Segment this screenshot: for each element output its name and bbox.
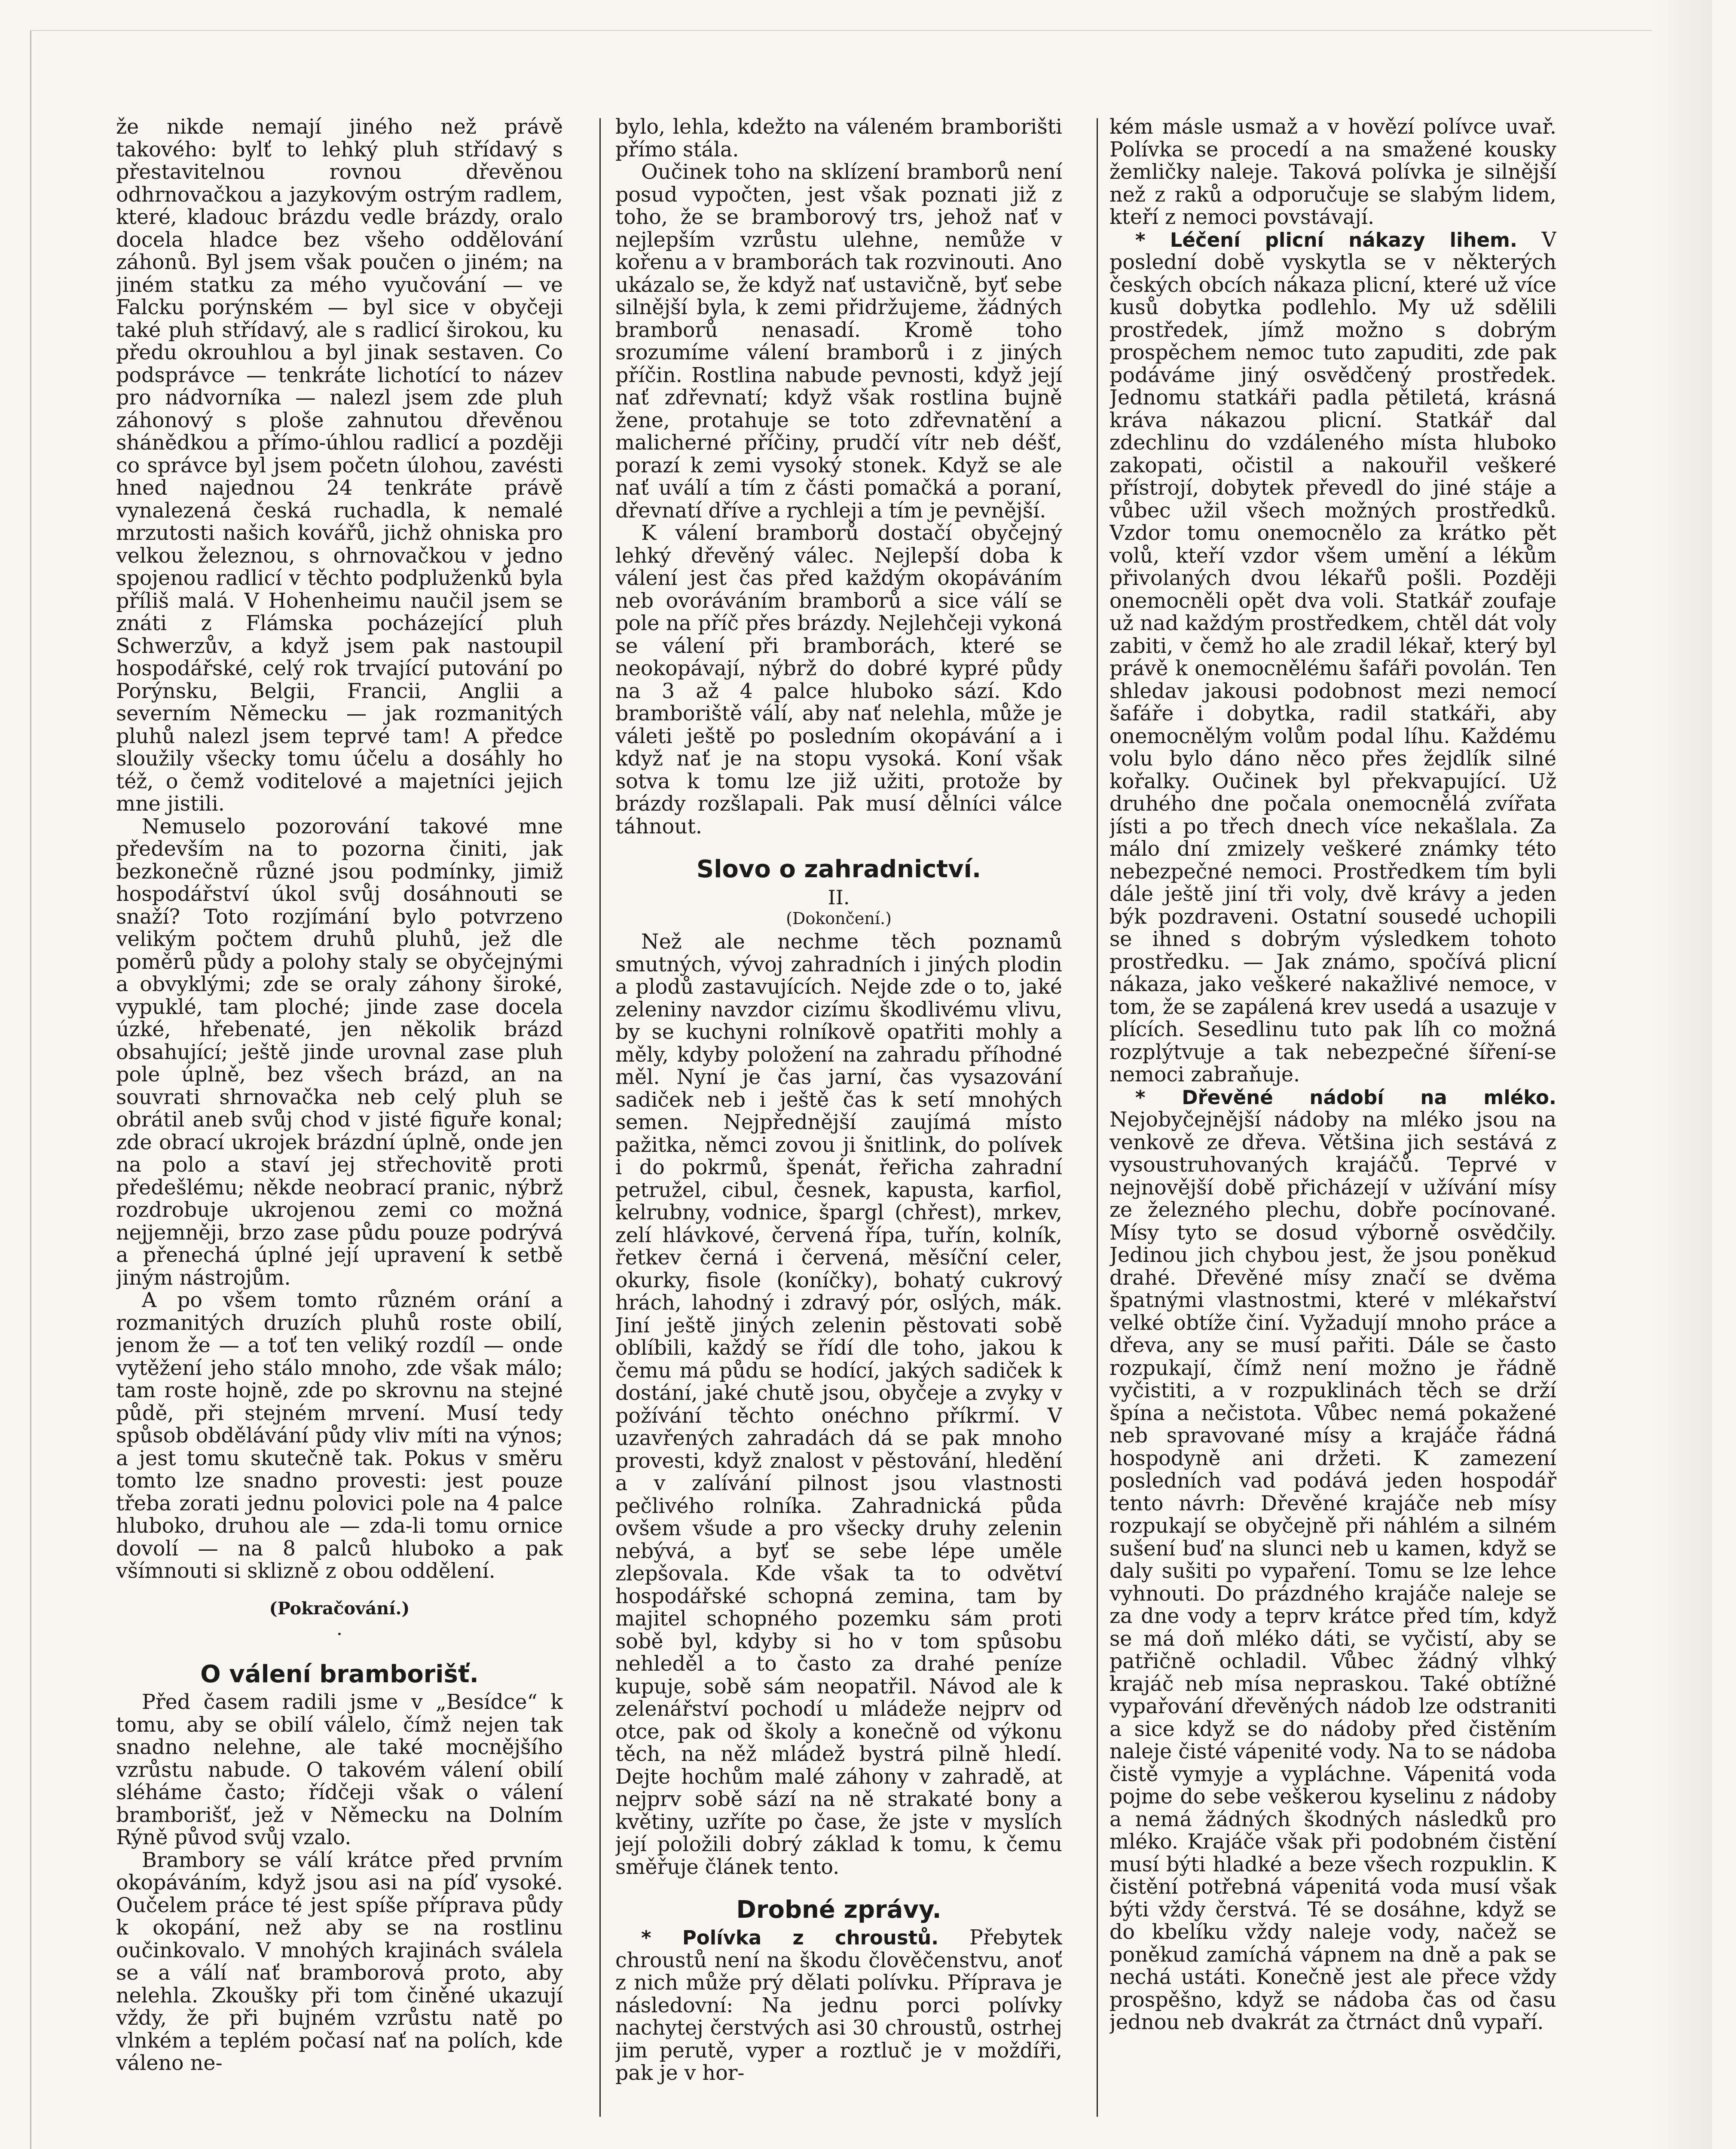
article-valeni-continued-3: K válení bramborů dostačí obyčejný lehký dřevěný válec. Nejlepší doba k válení jest čas před každým okopáváním neb ovoráváním bramborů a sice válí se pole na příč přes brázdy. Nejlehčeji vykoná se válení při bramborách, které se neokopávají, nýbrž do dobré kypré půdy na 3 až 4 palce hluboko sází. Kdo bramboriště válí, aby nať nelehla, může je váleti ještě po posledním okopávání a i když nať je na stopu vysoká. Koní však sotva k tomu lze již užiti, protože by brázdy rozšlapali. Pak musí dělníci válce táhnout. (615, 521, 1062, 839)
article-zahradnictvi-paragraph: Než ale nechme těch poznamů smutných, vývoj zahradních i jiných plodin a plodů zastavujících. Nejde zde o to, jaké zeleniny navzdor cizímu škodlivému vlivu, by se kuchyni rolníkově opatřiti mohly a měly, kdyby položení na zahradu příhodné měl. Nyní je čas jarní, čas vysazování sadiček neb i ještě čas k setí mnohých semen. Nejpřednější zaujímá místo pažitka, němci zovou ji šnitlink, do polívek i do pokrmů, špenát, řeřicha zahradní petružel, cibul, česnek, kapusta, karfiol, kelrubny, vodnice, špargl (chřest), mrkev, zelí hlávkové, červená řípa, tuřín, kolník, řetkev černá i červená, měsíční celer, okurky, fisole (koníčky), bohatý cukrový hrách, lahodný i zdravý pór, oslých, mák. Jiní ještě jiných zelenin pěstovati sobě oblíbili, každý se řídí dle toho, jakou k čemu má půdu se hodící, jakých sadiček k dostání, jaké chutě jsou, obyčeje a zvyky v požívání těchto onéchno příkrmí. V uzavřených zahradách dá se pak mnoho provesti, když znalost v pěstování, hledění a v zalívání pilnost jsou vlastnosti pečlivého rolníka. Zahradnická půda ovšem všude a pro všecky druhy zelenin nebývá, a byť se sebe lépe uměle zlepšovala. Kde však ta to odvětví hospodářské schopná zemina, tam by majitel schopného pozemku sám proti sobě byl, kdyby si ho v tom spůsobu nehleděl a to často za drahé peníze kupuje, sobě sám neopatřil. Návod ale k zelenářství pochodí u mládeže nejprv od otce, pak od školy a konečně od výkonu těch, na něž mládež bystrá pilně hledí. Dejte hochům malé záhony v zahradě, at nejprv sobě sází na ně strakaté bony a květiny, uzříte po čase, že jste v myslích její položili dobrý základ k tomu, k čemu směřuje článek tento. (615, 930, 1062, 1879)
article-title-drobne-zpravy: Drobné zprávy. (736, 1896, 941, 1924)
article-title-valeni: O válení bramborišť. (200, 1660, 479, 1688)
column-2 (615, 116, 1062, 2136)
news-item-2-heading: * Léčení plicní nákazy lihem. (1135, 228, 1518, 251)
article-valeni-paragraph-2: Brambory se válí krátce před prvním okopáváním, když jsou asi na píď vysoké. Oučelem práce té jest spíše příprava půdy k okopání, než aby se na rostlinu oučinkovalo. V mnohých krajinách sválela se a válí nať bramborová proto, aby nelehla. Zkoušky při tom činěné ukazují vždy, že při bujném vzrůstu natě po vlnkém a teplém počasí nať na polích, kde váleno ne- (116, 1848, 563, 2075)
news-item-2-text: V poslední době vyskytla se v některých českých obcích nákaza plicní, které už více kusů dobytka podlehlo. My už sdělili prostředek, jímž možno s dobrým prospěchem nemoc tuto zapuditi, zde pak podáváme jiný osvědčený prostředek. Jednomu statkáři padla pětiletá, krásná kráva nákazou plicní. Statkář dal zdechlinu do vzdáleného místa hluboko zakopati, očistil a nakouřil veškeré přístrojí, dobytek převedl do jiné stáje a vůbec užil všech možných prostředků. Vzdor tomu onemocnělo za krátko pět volů, kteří vzdor všem umění a lékům přivolaných dvou lékařů pošli. Později onemocněli opět dva voli. Statkář zoufaje už nad každým prostředkem, chtěl dát voly zabiti, v čemž ho ale zradil lékař, který byl právě k onemocnělému šafáři povolán. Ten shledav jakousi podobnost mezi nemocí šafáře i dobytka, radil statkáři, aby onemocnělým volům podal líhu. Každému volu bylo dáno něco přes žejdlík silné kořalky. Oučinek byl překvapující. Už druhého dne počala onemocnělá zvířata jísti a po třech dnech více nekašlala. Za málo dní zmizely veškeré známky této nebezpečné nemoci. Prostředkem tím byli dále ještě jiní tři voly, dvě krávy a jeden býk pozdraveni. Ostatní sousedé uchopili se ihned s dobrým výsledkem tohoto prostředku. — Jak známo, spočívá plicní nákaza, jako veškeré nakažlivé nemoce, v tom, že se zapálená krev usedá a usazuje v plících. Sesedlinu tuto pak líh co možná rozplýtvuje a tak nebezpečné šíření-se nemoci zabraňuje. (1109, 228, 1556, 1087)
column-1 (116, 116, 563, 2136)
news-item-3-text: Nejobyčejnější nádoby na mléko jsou na venkově ze dřeva. Většina jich sestává z vysoustruhovaných krajáčů. Teprvé v nejnovější době přicházejí v užívání mísy ze železného plechu, dobře pocínované. Mísy tyto se dosud výborně osvědčily. Jedinou jich chybou jest, že jsou poněkud drahé. Dřevěné mísy značí se dvěma špatnými vlastnostmi, které v mlékařství velké obtíže činí. Vyžadují mnoho práce a dřeva, any se musí pařiti. Dále se často rozpukají, čímž není možno je řádně vyčistiti, a v rozpuklinách těch se drží špína a nečistota. Vůbec nemá pokažené neb spravované mísy a krajáče řádná hospodyně ani držeti. K zamezení posledních vad podává jeden hospodář tento návrh: Dřevěné krajáče neb mísy rozpukají se obyčejně při náhlém a silném sušení buď na slunci neb u kamen, když se daly sušiti po vypaření. Tomu se lze lehce vyhnouti. Do prázdného krajáče naleje se za dne vody a teprv krátce před tím, když se má doň mléko dáti, se vyčistí, aby se patřičně ochladil. Vůbec žádný vlhký krajáč neb mísa nepraskou. Také obtížné vypařování dřevěných nádob lze odstraniti a sice když se do nádoby před čistěním naleje čisté vápenité vody. Na to se nádoba čistě vymyje a vypláchne. Vápenitá voda pojme do sebe veškerou kyselinu z nádoby a nemá žádných škodných následků pro mléko. Krajáče však při podobném čistění musí býti hladké a beze všech rozpuklin. K čistění potřebná vápenitá voda musí však býti vždy čerstvá. Té se dosáhne, když se do kbelíku vždy naleje vody, načež se poněkud zamíchá vápnem na dně a pak se nechá ustáti. Konečně jest ale přece vždy prospěšno, když se nádoba čas od času jednou neb dvakrát za čtrnáct dnů vypaří. (1109, 1108, 1556, 2034)
continuation-note: (Pokračování.) (269, 1598, 410, 1619)
page-edge-shadow (1652, 0, 1712, 2149)
section-separator: · (336, 1623, 342, 1645)
article-zahradnictvi-numeral: II. (828, 886, 850, 909)
article-valeni-continued-2: Oučinek toho na sklízení bramborů není posud vypočten, jest však poznati již z toho, že se bramborový trs, jehož nať v nejlepším vzrůstu ulehne, nemůže v kořenu a v bramborách tak rozvinouti. Ano ukázalo se, že když nať ustavičně, byť sebe silnější byla, k zemi přidržujeme, žádných bramborů nenasadí. Kromě toho srozumíme válení bramborů i z jiných příčin. Rostlina nabude pevnosti, když její nať zdřevnatí; když však rostlina bujně žene, protahuje se toto zdřevnatění a malicherné příčiny, prudčí vítr neb déšť, porazí k zemi vysoký stonek. Když se ale nať uválí a tím z části pomačká a poraní, dřevnatí dříve a rychleji a tím je pevnější. (615, 160, 1062, 523)
news-item-1-continued: kém másle usmaž a v hovězí polívce uvař. Polívka se procedí a na smažené kousky žemličky naleje. Taková polívka je silnější než z raků a odporučuje se slabým lidem, kteří z nemoci povstávají. (1109, 116, 1556, 229)
article-zahradnictvi-note: (Dokončení.) (786, 909, 892, 928)
news-item-1-heading: * Polívka z chroustů. (641, 1926, 939, 1949)
column-rule-right (1097, 118, 1098, 2117)
article-valeni-paragraph-1: Před časem radili jsme v „Besídce“ k tomu, aby se obilí válelo, čímž nejen tak snadno nelehne, ale také mocnějšího vzrůstu nabude. O takovém válení obilí sléháme často; řídčeji však o válení bramborišť, jež v Německu na Dolním Rýně původ svůj vzalo. (116, 1690, 563, 1849)
col1-paragraph-3: A po všem tomto různém orání a rozmanitých druzích pluhů roste obilí, jenom že — a toť ten veliký rozdíl — onde vytěžení jeho stálo mnoho, zde však málo; tam roste hojně, zde po skrovnu na stejné půdě, při stejném mrvení. Musí tedy spůsob obdělávání půdy vliv míti na výnos; a jest tomu skutečně tak. Pokus v směru tomto lze snadno provesti: jest pouze třeba zorati jednu polovici pole na 4 palce hluboko, druhou ale — zda-li tomu ornice dovolí — na 8 palců hluboko a pak všímnouti si sklizně z obou oddělení. (116, 1289, 563, 1583)
column-3 (1109, 116, 1556, 2136)
news-item-1 (615, 1927, 1062, 2085)
column-rule-left (599, 118, 601, 2117)
col1-paragraph-1: že nikde nemají jiného než právě takového: bylť to lehký pluh střídavý s přestavitelnou rovnou dřevěnou odhrnovačkou a jazykovým ostrým radlem, které, kladouc brázdu vedle brázdy, oralo docela hladce bez všeho oddělování záhonů. Byl jsem však poučen o jiném; na jiném statku za mého vyučování — ve Falcku porýnském — byl sice v obyčeji také pluh střídavý, ale s radlicí širokou, ku předu okrouhlou a byl jinak sestaven. Co podsprávce — tenkráte lichotící to název pro nádvorníka — nalezl jsem zde pluh záhonový s ploše zahnutou dřevěnou shánědkou a přímo-úhlou radlicí a později co správce byl jsem početn úlohou, zavésti hned najednou 24 tenkráte právě vynalezená česká ruchadla, k nemalé mrzutosti našich kovářů, jichž ohniska pro velkou železnou, s ohrnovačkou v jedno spojenou radlicí v těchto podpluženků byla příliš malá. V Hohenheimu naučil jsem se znáti z Flámska pocházející pluh Schwerzův, a když jsem pak nastoupil hospodářské, celý rok trvající putování po Porýnsku, Belgii, Francii, Anglii a severním Německu — jak rozmanitých pluhů nalezl jsem teprvé tam! A předce sloužily všecky tomu účelu a dosáhly ho též, o čemž voditelové a majetníci jejich mne jistili. (116, 116, 563, 816)
article-title-zahradnictvi: Slovo o zahradnictví. (696, 855, 981, 883)
news-item-3-heading: * Dřevěné nádobí na mléko. (1135, 1086, 1556, 1109)
news-item-2 (1109, 229, 1556, 1087)
col1-paragraph-2: Nemuselo pozorování takové mne především na to pozorna činiti, jak bezkonečně různé jsou podmínky, jimiž hospodářství úkol svůj dosáhnouti se snaží? Toto rozjímání bylo potvrzeno velikým počtem druhů pluhů, jež dle poměrů půdy a polohy staly se obyčejnými a obvyklými; zde se oraly záhony široké, vypuklé, tam ploché; jinde zase docela úzké, hřebenaté, jen několik brázd obsahující; ještě jinde urovnal zase pluh pole úplně, bez všech brázd, an na souvrati shrnovačka neb celý pluh se obrátil aneb svůj chod v jisté figuře konal; zde obrací ukrojek brázdní úplně, onde jen na polo a staví jej střechovitě proti předešlému; někde neobrací pranic, nýbrž rozdrobuje ukrojenou zemi co možná nejjemněji, brzo zase půdu pouze podrývá a přenechá úplné její upravení k setbě jiným nástrojům. (116, 814, 563, 1290)
news-item-3 (1109, 1087, 1556, 2034)
news-item-1-text: Přebytek chroustů není na škodu člověčenstvu, anoť z nich může prý dělati polívku. Příprava je následovní: Na jednu porci polívky nachytej čerstvých asi 30 chroustů, ostrhej jim perutě, vyper a roztluč je v moždíři, pak je v hor- (615, 1926, 1062, 2085)
article-valeni-continued-1: bylo, lehla, kdežto na váleném bramborišti přímo stála. (615, 116, 1062, 162)
